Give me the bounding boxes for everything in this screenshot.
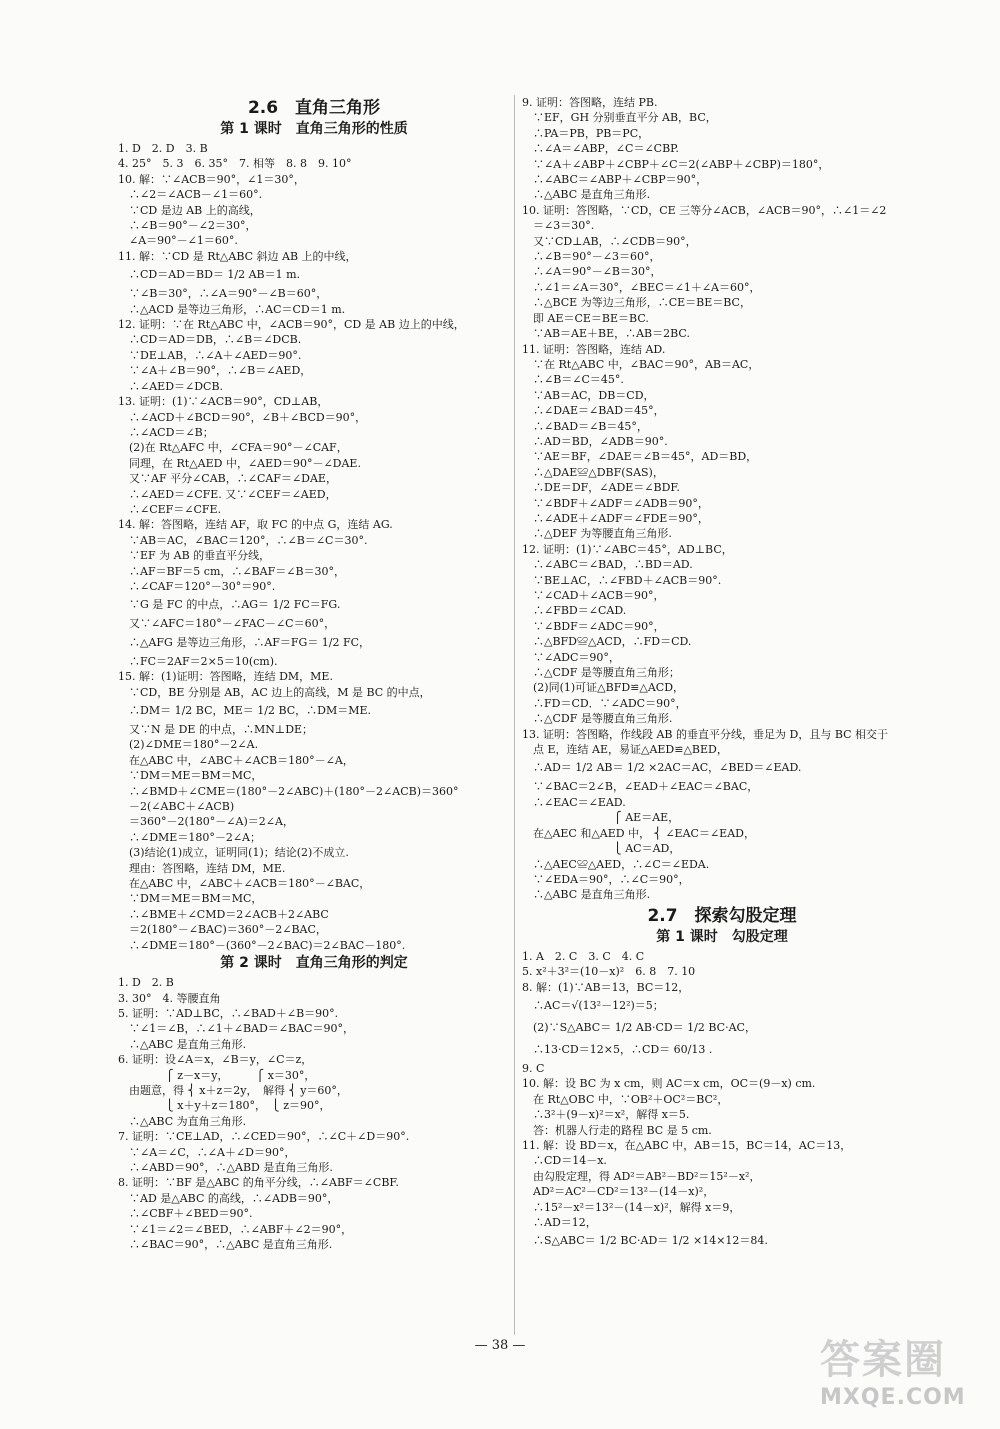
- lesson-title: 第 1 课时 直角三角形的性质: [220, 121, 408, 137]
- answer-line: ∴13·CD＝12×5，∴CD＝ 60/13 .: [522, 1042, 713, 1056]
- answer-line: 又∵∠AFC＝180°－∠FAC－∠C＝60°，: [118, 617, 336, 631]
- answer-line: 12. 证明：∵在 Rt△ABC 中，∠ACB＝90°，CD 是 AB 边上的中线，: [118, 318, 465, 332]
- answer-line: ∴AF＝BF＝5 cm，∴∠BAF＝∠B＝30°，: [118, 564, 346, 578]
- answer-line: ∴∠A＝90°－∠B＝30°，: [522, 265, 662, 279]
- column-divider: [514, 95, 515, 1335]
- answer-line: ∴∠B＝90°－∠3＝60°，: [522, 250, 661, 264]
- answer-line: 又∵AF 平分∠CAB，∴∠CAF＝∠DAE，: [118, 472, 337, 486]
- answer-line: ∴PA＝PB，PB＝PC，: [522, 126, 650, 140]
- answer-line: (2)在 Rt△AFC 中，∠CFA＝90°－∠CAF，: [118, 441, 348, 455]
- answer-line: ∵EF 为 AB 的垂直平分线，: [118, 549, 271, 563]
- answer-line: 由勾股定理，得 AD²＝AB²－BD²＝15²－x²，: [522, 1169, 761, 1183]
- answer-line: ∴△CDF 是等腰直角三角形.: [522, 712, 673, 726]
- answer-line: ∴3²＋(9－x)²＝x²，解得 x＝5.: [522, 1108, 690, 1122]
- answer-line: ∵∠BAC＝2∠B，∠EAD＋∠EAC＝∠BAC，: [522, 780, 759, 794]
- watermark-word: 答案圈: [820, 1337, 946, 1383]
- answer-line: ∴∠DME＝180°－(360°－2∠BAC)＝2∠BAC－180°.: [118, 938, 406, 952]
- answer-line: 14. 解：答图略，连结 AF，取 FC 的中点 G，连结 AG.: [118, 518, 393, 532]
- answer-line: 13. 证明：(1)∵∠ACB＝90°，CD⊥AB，: [118, 395, 329, 409]
- lesson-title: 第 1 课时 勾股定理: [656, 928, 788, 945]
- answer-line: ∴∠EAC＝∠EAD.: [522, 795, 626, 809]
- answer-line: ∴△ACD 是等边三角形，∴AC＝CD＝1 m.: [118, 302, 346, 316]
- answer-line: ∴∠ADE＋∠ADF＝∠FDE＝90°，: [522, 511, 709, 525]
- answer-line: ∴△ABC 是直角三角形.: [522, 888, 651, 902]
- answer-line: 12. 证明：(1)∵∠ABC＝45°，AD⊥BC，: [522, 542, 733, 556]
- answer-line: ∵EF，GH 分别垂直平分 AB，BC，: [522, 111, 717, 125]
- answer-line: 5. 证明：∵AD⊥BC，∴∠BAD＋∠B＝90°.: [118, 1006, 339, 1020]
- answer-line: ∴∠FBD＝∠CAD.: [522, 604, 627, 618]
- answer-line: 4. 25° 5. 3 6. 35° 7. 相等 8. 8 9. 10°: [118, 157, 352, 171]
- answer-line: ∴∠BMD＋∠CME＝(180°－2∠ABC)＋(180°－2∠ACB)＝360°: [118, 784, 459, 798]
- answer-line: ∵∠CAD＋∠ACB＝90°，: [522, 589, 665, 602]
- answer-line: ∵AE＝BF，∠DAE＝∠B＝45°，AD＝BD，: [522, 450, 758, 464]
- answer-line: ＝2(180°－∠BAC)＝360°－2∠BAC，: [118, 923, 327, 937]
- answer-line: ⎧ z－x＝y， ⎧ x＝30°，: [118, 1068, 316, 1082]
- answer-line: ∵∠1＝∠2＝∠BED，∴∠ABF＋∠2＝90°，: [118, 1222, 353, 1236]
- answer-line: ∴△AEC≌△AED，∴∠C＝∠EDA.: [522, 857, 710, 871]
- answer-line: ∵∠1＝∠B，∴∠1＋∠BAD＝∠BAC＝90°，: [118, 1022, 354, 1036]
- answer-line: ∴∠BME＋∠CMD＝2∠ACB＋2∠ABC: [118, 907, 329, 921]
- answer-line: ∴△AFG 是等边三角形，∴AF＝FG＝ 1/2 FC，: [118, 635, 371, 649]
- answer-line: 8. 解：(1)∵AB＝13，BC＝12，: [522, 980, 690, 994]
- right-column: [522, 95, 922, 1252]
- answer-line: ∴∠BAD＝∠B＝45°，: [522, 419, 648, 433]
- answer-line: ∴△ABC 是直角三角形.: [522, 188, 651, 202]
- answer-line: ∵DM＝ME＝BM＝MC，: [118, 769, 263, 783]
- section-title: 2.6 直角三角形: [247, 98, 381, 118]
- answer-line: ∴∠B＝90°－∠2＝30°，: [118, 219, 257, 233]
- answer-line: 6. 证明：设∠A＝x，∠B＝y，∠C＝z，: [118, 1053, 313, 1067]
- answer-line: 答：机器人行走的路程 BC 是 5 cm.: [522, 1123, 712, 1137]
- answer-line: ∴AD＝12，: [522, 1216, 597, 1229]
- page-number: — 38 —: [474, 1338, 526, 1353]
- answer-line: ∠A＝90°－∠1＝60°.: [118, 234, 238, 248]
- answer-line: ∴∠ACD＋∠BCD＝90°，∠B＋∠BCD＝90°，: [118, 410, 367, 424]
- answer-line: ∴∠AED＝∠DCB.: [118, 379, 224, 393]
- answer-line: ∴∠ABC＝∠BAD，∴BD＝AD.: [522, 558, 693, 572]
- answer-line: ∵AB＝AC，DB＝CD，: [522, 388, 655, 402]
- answer-line: 又∵CD⊥AB，∴∠CDB＝90°，: [522, 234, 697, 248]
- answer-line: ∴∠CBF＋∠BED＝90°.: [118, 1207, 253, 1221]
- answer-line: 11. 证明：答图略，连结 AD.: [522, 342, 666, 356]
- answer-line: ∴FC＝2AF＝2×5＝10(cm).: [118, 654, 278, 668]
- answer-line: ∵∠A＋∠ABP＋∠CBP＋∠C＝2(∠ABP＋∠CBP)＝180°，: [522, 157, 830, 171]
- answer-line: 9. 证明：答图略，连结 PB.: [522, 96, 658, 109]
- answer-line: ⎩ x＋y＋z＝180°， ⎩ z＝90°，: [118, 1099, 331, 1113]
- answer-line: 8. 证明：∵BF 是△ABC 的角平分线，∴∠ABF＝∠CBF.: [118, 1176, 399, 1190]
- answer-line: ∴CD＝AD＝BD＝ 1/2 AB＝1 m.: [118, 268, 301, 282]
- answer-line: －2(∠ABC＋∠ACB): [118, 800, 235, 814]
- answer-line: 10. 解：设 BC 为 x cm，则 AC＝x cm，OC＝(9－x) cm.: [522, 1077, 816, 1091]
- answer-line: ∵∠B＝30°，∴∠A＝90°－∠B＝60°，: [118, 287, 328, 301]
- answer-line: ∵∠BDF＝∠ADC＝90°，: [522, 619, 665, 633]
- answer-line: ∵∠A＋∠B＝90°，∴∠B＝∠AED，: [118, 364, 312, 378]
- answer-line: ∵CD，BE 分别是 AB，AC 边上的高线，M 是 BC 的中点，: [118, 685, 431, 699]
- answer-line: 由题意，得 ⎨ x＋z＝2y， 解得 ⎨ y＝60°，: [118, 1083, 348, 1097]
- answer-line: 3. 30° 4. 等腰直角: [118, 991, 221, 1005]
- answer-line: ∴△CDF 是等腰直角三角形；: [522, 666, 680, 680]
- answer-line: 在△ABC 中，∠ABC＋∠ACB＝180°－∠BAC，: [118, 877, 371, 891]
- answer-line: ∴AD＝ 1/2 AB＝ 1/2 ×2AC＝AC，∠BED＝∠EAD.: [522, 761, 802, 775]
- answer-line: ∴△ABC 是直角三角形.: [118, 1037, 247, 1051]
- answer-line: ∴∠A＝∠ABP，∠C＝∠CBP.: [522, 142, 679, 156]
- answer-line: ∴∠DAE＝∠BAD＝45°，: [522, 404, 665, 418]
- answer-line: 15. 解：(1)证明：答图略，连结 DM，ME.: [118, 670, 333, 684]
- watermark-logo: [820, 1328, 990, 1423]
- answer-line: ∵∠A＝∠C，∴∠A＋∠D＝90°，: [118, 1145, 296, 1159]
- answer-line: ∴∠2＝∠ACB－∠1＝60°.: [118, 188, 263, 202]
- answer-line: ∴∠CEF＝∠CFE.: [118, 502, 222, 516]
- watermark-url: MXQE.COM: [820, 1385, 966, 1410]
- answer-line: ⎩ AC＝AD，: [522, 842, 681, 856]
- answer-line: ∵∠EDA＝90°，∴∠C＝90°，: [522, 872, 690, 886]
- answer-line: 同理，在 Rt△AED 中，∠AED＝90°－∠DAE.: [118, 456, 361, 470]
- answer-line: ∴∠ABC＝∠ABP＋∠CBP＝90°，: [522, 173, 708, 187]
- section-title: 2.7 探索勾股定理: [647, 905, 797, 926]
- answer-line: ∵AB＝AE＋BE，∴AB＝2BC.: [522, 327, 690, 341]
- answer-line: ∴△ABC 为直角三角形.: [118, 1114, 247, 1128]
- answer-line: 点 E，连结 AE，易证△AED≌△BED，: [522, 743, 728, 757]
- answer-line: 10. 证明：答图略，∵CD，CE 三等分∠ACB，∠ACB＝90°，∴∠1＝∠2: [522, 203, 887, 217]
- answer-line: 11. 解：设 BD＝x，在△ABC 中，AB＝15，BC＝14，AC＝13，: [522, 1138, 852, 1152]
- answer-line: 1. A 2. C 3. C 4. C: [522, 949, 645, 963]
- answer-line: ∴△BFD≌△ACD，∴FD＝CD.: [522, 635, 692, 649]
- answer-line: ＝∠3＝30°.: [522, 219, 595, 233]
- answer-line: (2)∵S△ABC＝ 1/2 AB·CD＝ 1/2 BC·AC，: [522, 1020, 756, 1034]
- answer-line: ∵∠ADC＝90°，: [522, 650, 620, 664]
- answer-line: ∵∠BDF＋∠ADF＝∠ADB＝90°，: [522, 496, 709, 510]
- answer-line: 在△ABC 中，∠ABC＋∠ACB＝180°－∠A，: [118, 753, 354, 767]
- answer-line: ∴∠B＝∠C＝45°.: [522, 373, 624, 387]
- answer-line: ∴△DAE≌△DBF(SAS)，: [522, 465, 664, 479]
- answer-line: ∴∠AED＝∠CFE. 又∵∠CEF＝∠AED，: [118, 487, 337, 501]
- answer-line: 在△AEC 和△AED 中， ⎨ ∠EAC＝∠EAD，: [522, 826, 755, 840]
- answer-line: ∴CD＝AD＝DB，∴∠B＝∠DCB.: [118, 333, 302, 347]
- answer-line: ∵AD 是△ABC 的高线，∴∠ADB＝90°，: [118, 1191, 339, 1205]
- answer-line: ∴DE＝DF，∠ADE＝∠BDF.: [522, 481, 680, 495]
- answer-line: 理由：答图略，连结 DM，ME.: [118, 861, 286, 875]
- answer-line: ∴AC＝√(13²－12²)＝5；: [522, 998, 664, 1012]
- answer-line: ＝360°－2(180°－∠A)＝2∠A，: [118, 815, 294, 829]
- answer-line: ∴DM＝ 1/2 BC，ME＝ 1/2 BC，∴DM＝ME.: [118, 704, 372, 717]
- answer-line: ∴∠ACD＝∠B；: [118, 425, 214, 439]
- answer-line: (3)结论(1)成立，证明同(1)；结论(2)不成立.: [118, 846, 349, 860]
- answer-line: ∵AB＝AC，∠BAC＝120°，∴∠B＝∠C＝30°.: [118, 533, 368, 547]
- answer-line: ∴15²－x²＝13²－(14－x)²，解得 x＝9，: [522, 1200, 741, 1214]
- answer-line: ∵BE⊥AC，∴∠FBD＋∠ACB＝90°.: [522, 573, 722, 587]
- answer-line: ∴∠1＝∠A＝30°，∠BEC＝∠1＋∠A＝60°，: [522, 280, 761, 294]
- answer-line: 又∵N 是 DE 的中点，∴MN⊥DE；: [118, 723, 314, 736]
- answer-line: ∴∠DME＝180°－2∠A；: [118, 830, 261, 844]
- answer-line: ∴FD＝CD．∵∠ADC＝90°，: [522, 696, 687, 710]
- answer-line: 7. 证明：∵CE⊥AD，∴∠CED＝90°，∴∠C＋∠D＝90°.: [118, 1130, 410, 1144]
- answer-line: ∴AD＝BD，∠ADB＝90°.: [522, 434, 668, 448]
- lesson-title: 第 2 课时 直角三角形的判定: [220, 955, 408, 972]
- answer-line: ∵在 Rt△ABC 中，∠BAC＝90°，AB＝AC，: [522, 357, 760, 371]
- answer-line: ∴∠CAF＝120°－30°＝90°.: [118, 579, 276, 593]
- answer-line: (2)同(1)可证△BFD≌△ACD，: [522, 681, 685, 695]
- answer-line: ⎧ AE＝AE，: [522, 811, 680, 825]
- answer-line: 即 AE＝CE＝BE＝BC.: [522, 311, 649, 325]
- answer-line: AD²＝AC²－CD²＝13²－(14－x)²，: [522, 1185, 715, 1199]
- answer-line: 1. D 2. B: [118, 976, 174, 990]
- answer-line: 11. 解：∵CD 是 Rt△ABC 斜边 AB 上的中线，: [118, 249, 357, 263]
- answer-line: ∴∠BAC＝90°，∴△ABC 是直角三角形.: [118, 1238, 333, 1251]
- answer-line: 13. 证明：答图略，作线段 AB 的垂直平分线，垂足为 D，且与 BC 相交于: [522, 727, 889, 741]
- answer-line: ∴CD＝14－x.: [522, 1154, 607, 1168]
- answer-line: 5. x²＋3²＝(10－x)² 6. 8 7. 10: [522, 965, 696, 979]
- answer-line: ∵DE⊥AB，∴∠A＋∠AED＝90°.: [118, 348, 302, 362]
- left-column: [118, 95, 510, 1252]
- answer-line: ∵G 是 FC 的中点，∴AG＝ 1/2 FC＝FG.: [118, 598, 341, 612]
- answer-line: ∴∠ABD＝90°，∴△ABD 是直角三角形.: [118, 1160, 333, 1174]
- answer-line: ∵CD 是边 AB 上的高线，: [118, 203, 261, 217]
- answer-line: ∴△DEF 为等腰直角三角形.: [522, 527, 672, 541]
- answer-line: 10. 解：∵∠ACB＝90°，∠1＝30°，: [118, 172, 305, 186]
- answer-line: ∴S△ABC＝ 1/2 BC·AD＝ 1/2 ×14×12＝84.: [522, 1234, 768, 1248]
- answer-line: 在 Rt△OBC 中，∵OB²＋OC²＝BC²，: [522, 1092, 729, 1106]
- answer-line: (2)∠DME＝180°－2∠A.: [118, 738, 259, 752]
- answer-line: ∵DM＝ME＝BM＝MC，: [118, 892, 263, 906]
- answer-line: 1. D 2. D 3. B: [118, 142, 208, 155]
- answer-line: ∴△BCE 为等边三角形，∴CE＝BE＝BC，: [522, 296, 751, 310]
- answer-line: 9. C: [522, 1061, 545, 1075]
